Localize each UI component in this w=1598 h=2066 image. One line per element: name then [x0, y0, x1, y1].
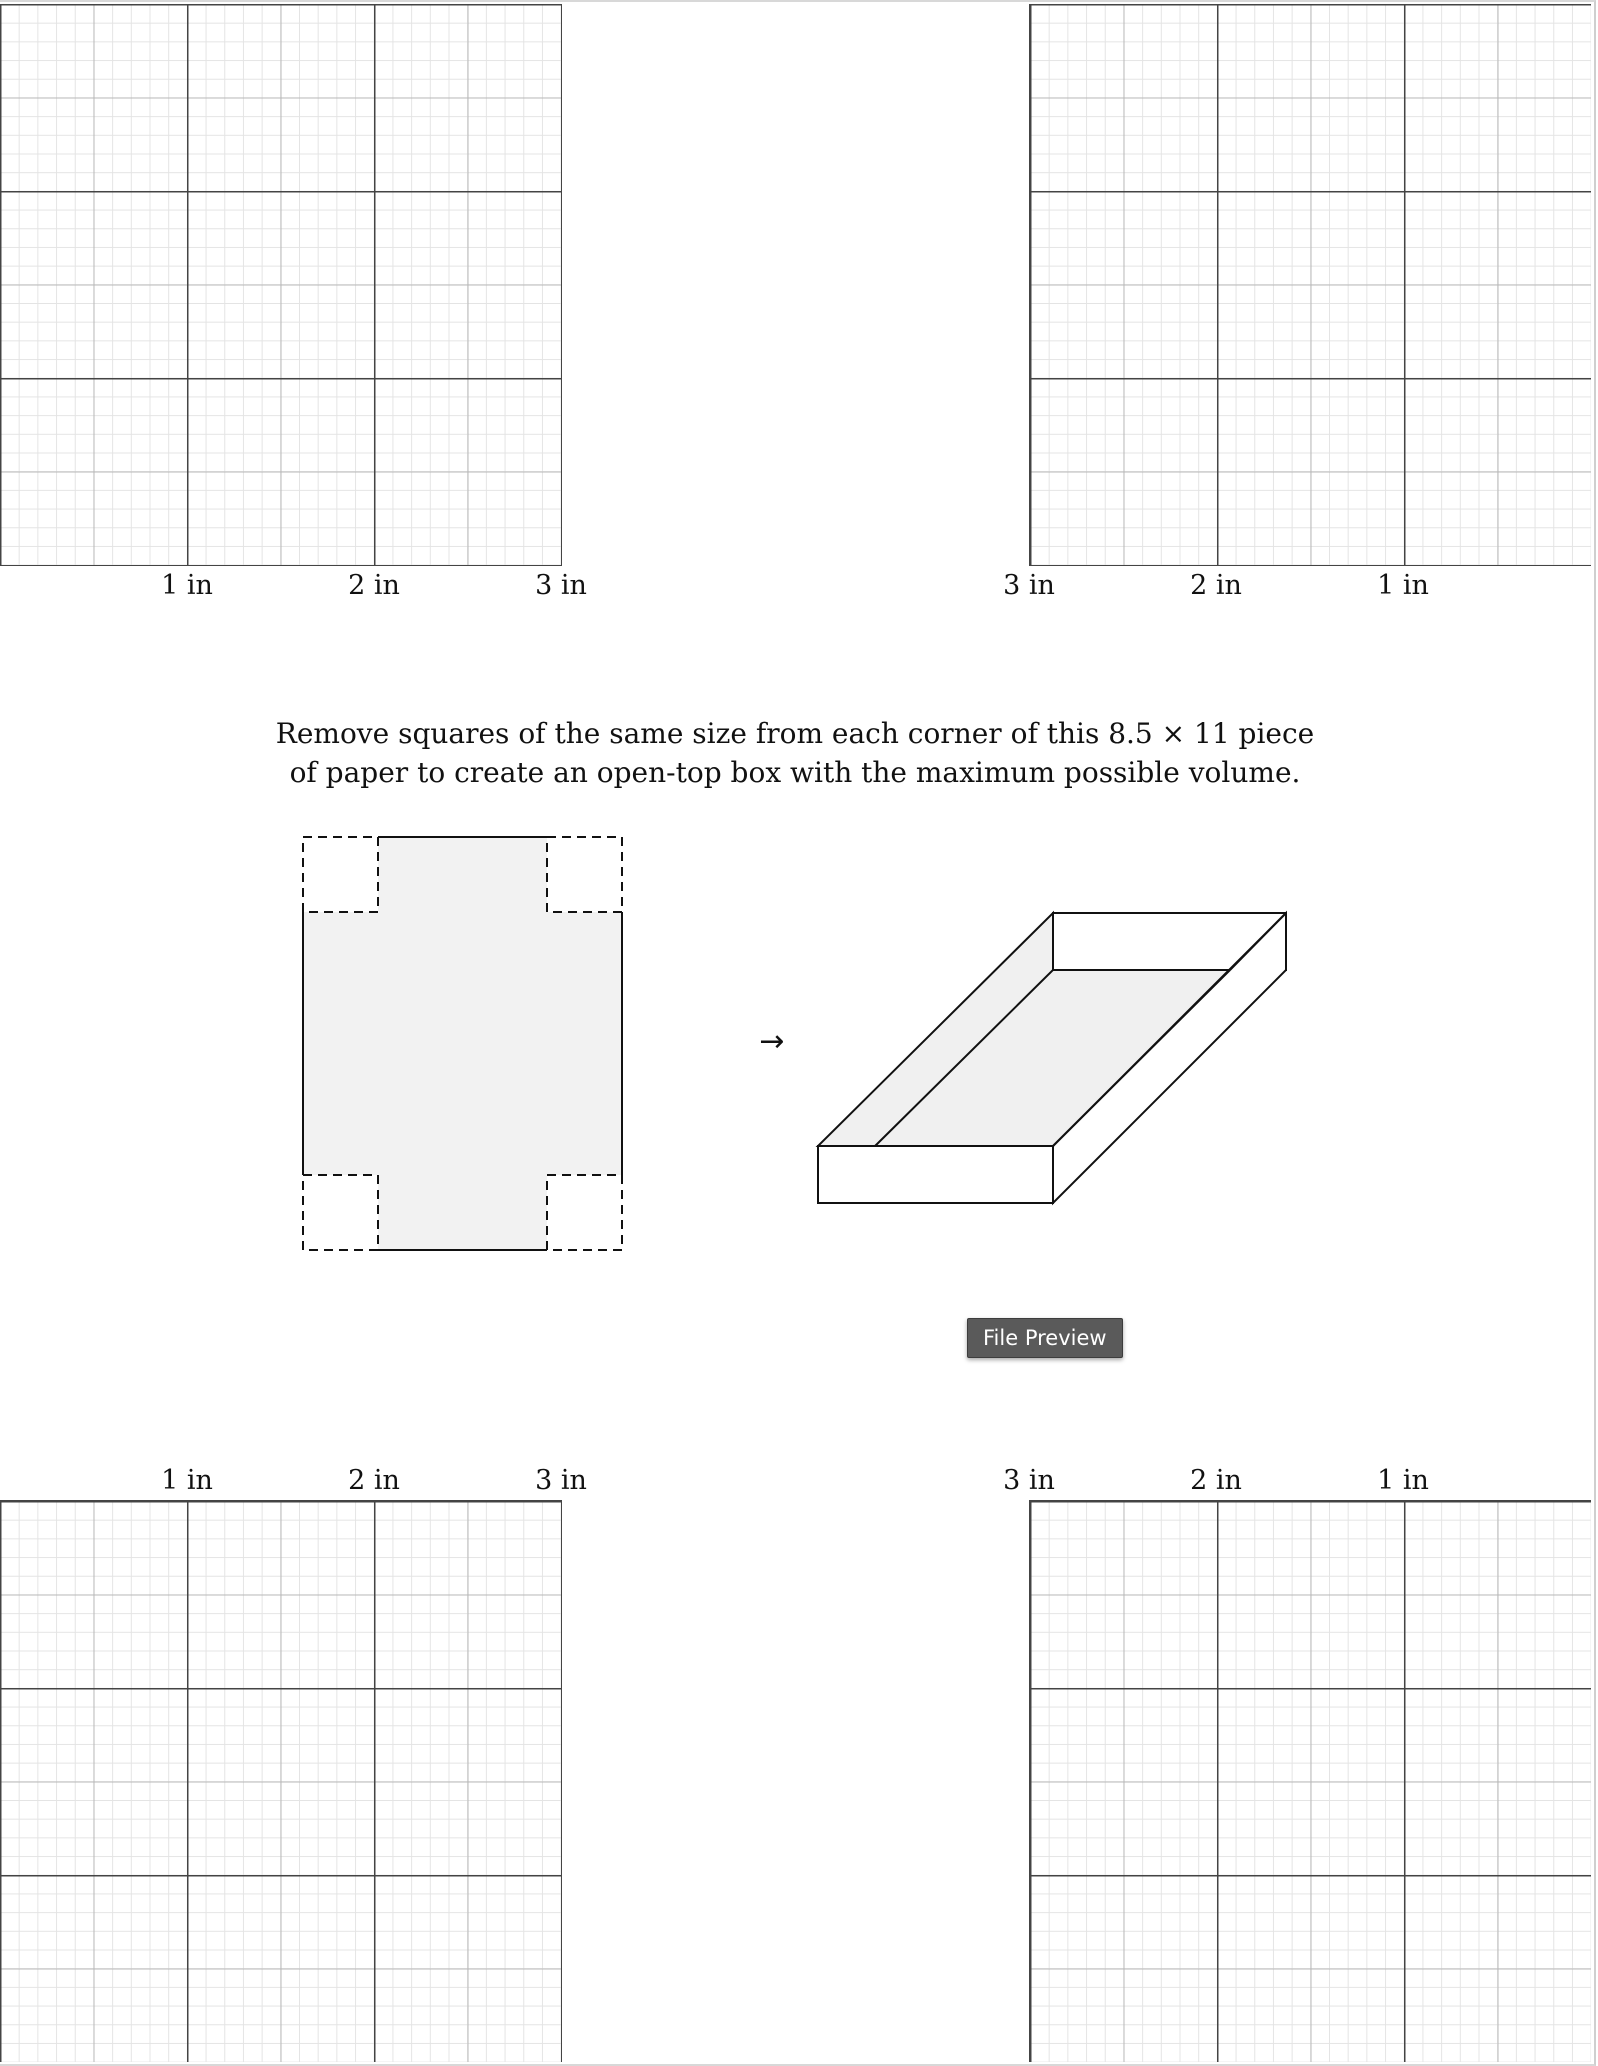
- ruler-label-top-left-1: 1 in: [161, 570, 213, 601]
- ruler-label-bottom-left-2: 2 in: [348, 1465, 400, 1496]
- instructions-line-1: Remove squares of the same size from each corner of this 8.5 × 11 piece: [275, 717, 1315, 750]
- ruler-label-bottom-right-3: 3 in: [1003, 1465, 1055, 1496]
- ruler-label-bottom-right-1: 1 in: [1377, 1465, 1429, 1496]
- ruler-label-bottom-left-3: 3 in: [535, 1465, 587, 1496]
- arrow-icon: →: [759, 1024, 785, 1059]
- ruler-label-bottom-left-1: 1 in: [161, 1465, 213, 1496]
- corner-cut-bottom-left: [303, 1175, 378, 1250]
- flat-sheet: [303, 837, 622, 1250]
- ruler-label-top-left-2: 2 in: [348, 570, 400, 601]
- corner-cut-top-right: [547, 837, 622, 912]
- ruler-label-top-left-3: 3 in: [535, 570, 587, 601]
- instructions-line-2: of paper to create an open-top box with the maximum possible volume.: [289, 756, 1301, 789]
- ruler-label-top-right-3: 3 in: [1003, 570, 1055, 601]
- open-box: [818, 913, 1286, 1203]
- corner-cut-bottom-right: [547, 1175, 622, 1250]
- ruler-label-top-right-1: 1 in: [1377, 570, 1429, 601]
- graph-paper-bottom-left: [0, 1500, 562, 2062]
- graph-paper-bottom-right: [1029, 1500, 1591, 2062]
- box-front-wall: [818, 1146, 1053, 1203]
- ruler-label-top-right-2: 2 in: [1190, 570, 1242, 601]
- file-preview-tooltip: File Preview: [967, 1318, 1123, 1358]
- corner-cut-top-left: [303, 837, 378, 912]
- ruler-label-bottom-right-2: 2 in: [1190, 1465, 1242, 1496]
